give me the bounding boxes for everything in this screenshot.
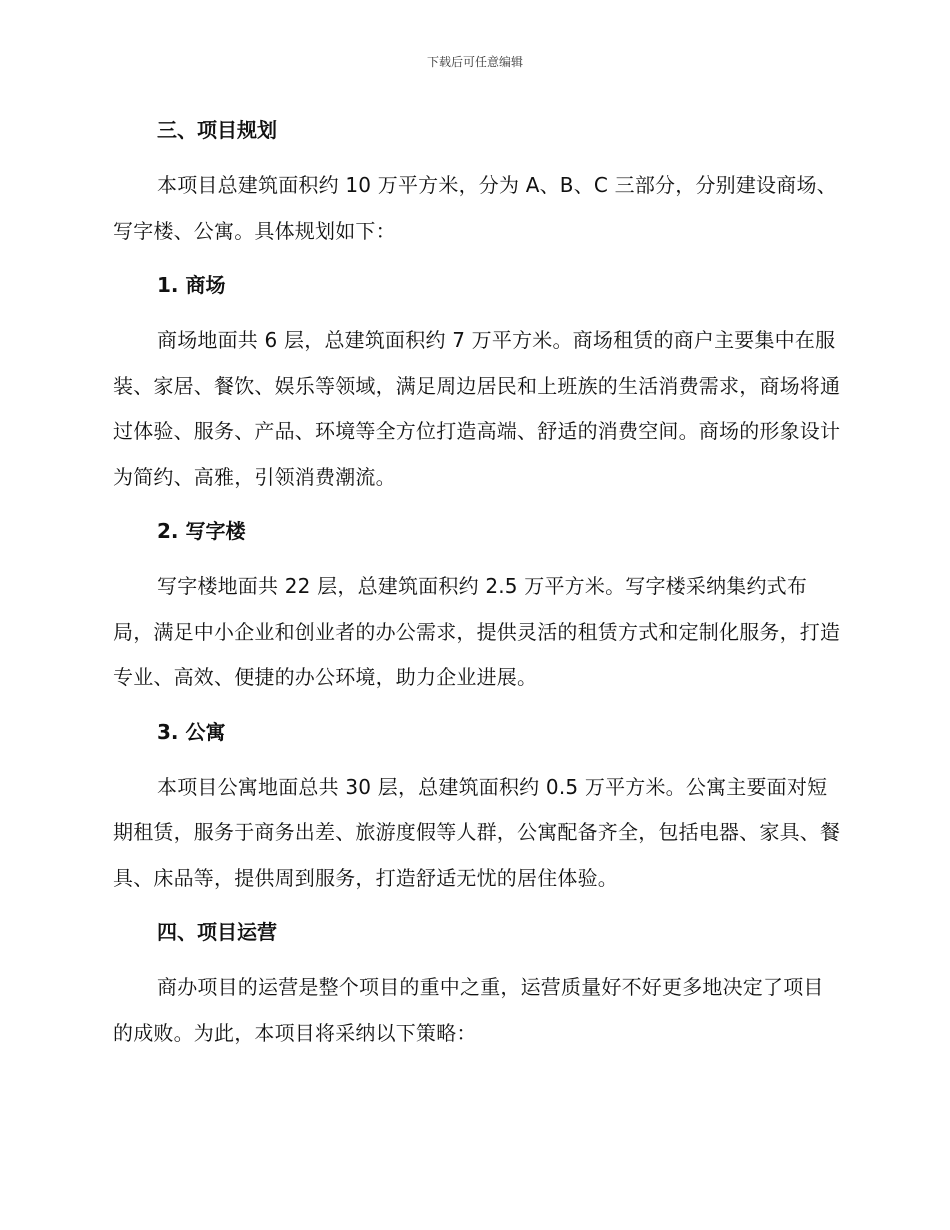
mall-paragraph: 商场地面共 6 层，总建筑面积约 7 万平方米。商场租赁的商户主要集中在服装、家居、餐饮、娱乐等领域，满足周边居民和上班族的生活消费需求，商场将通过体验、服务、产品、环境等全方位打造高端、舒适的消费空间。商场的形象设计为简约、高雅，引领消费潮流。 [113,328,841,489]
document-body [113,112,843,1069]
page-header: 下载后可任意编辑 [426,55,523,69]
subheading-apartment: 3. 公寓 [157,719,226,744]
office-paragraph: 写字楼地面共 22 层，总建筑面积约 2.5 万平方米。写字楼采纳集约式布局，满足中小企业和创业者的办公需求，提供灵活的租赁方式和定制化服务，打造专业、高效、便捷的办公环境，助力企业进展。 [113,574,841,689]
subheading-mall: 1. 商场 [157,273,226,297]
apartment-paragraph: 本项目公寓地面总共 30 层，总建筑面积约 0.5 万平方米。公寓主要面对短期租赁，服务于商务出差、旅游度假等人群，公寓配备齐全，包括电器、家具、餐具、床品等，提供周到服务，打造舒适无忧的居住体验。 [113,774,841,890]
section-heading-planning: 三、项目规划 [157,118,277,142]
subheading-office: 2. 写字楼 [157,519,246,543]
planning-intro-paragraph: 本项目总建筑面积约 10 万平方米，分为 A、B、C 三部分，分别建设商场、写字楼、公寓。具体规划如下： [113,173,837,243]
operation-intro-paragraph: 商办项目的运营是整个项目的重中之重，运营质量好不好更多地决定了项目的成败。为此，本项目将采纳以下策略： [113,975,824,1045]
section-heading-operation: 四、项目运营 [157,920,277,944]
